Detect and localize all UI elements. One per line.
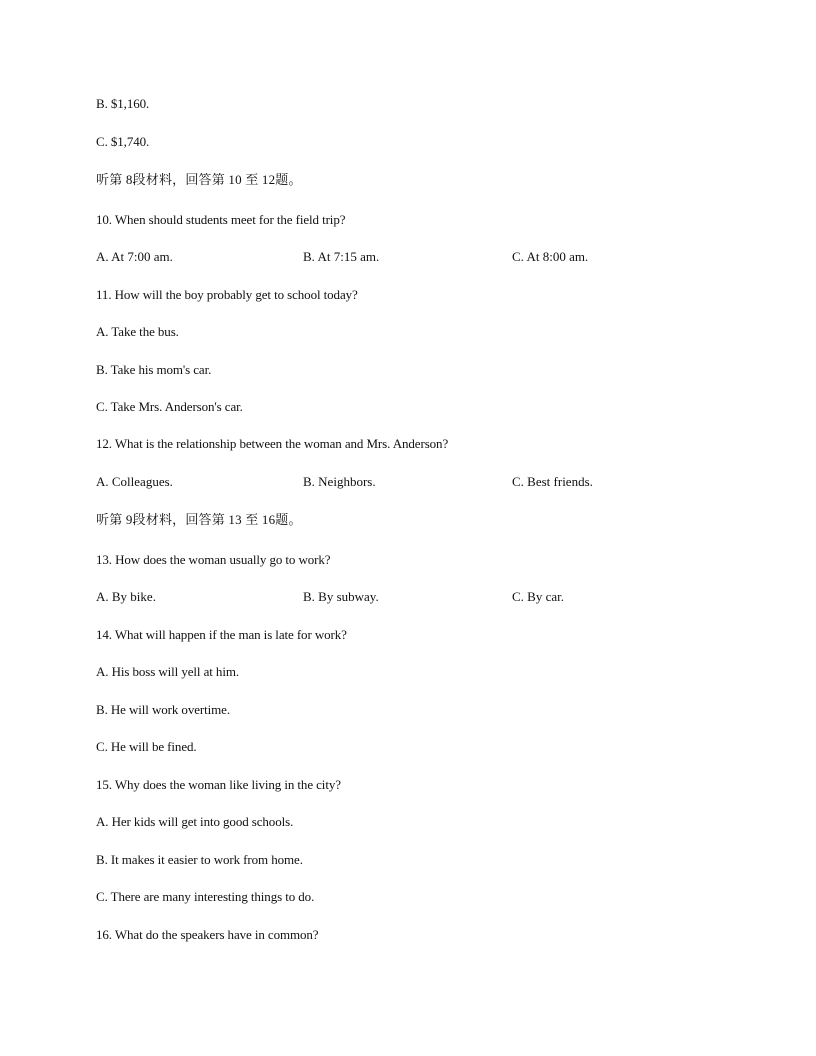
q10-option-c: C. At 8:00 am.	[512, 249, 589, 264]
section-9-instruction: 听第 9段材料，回答第 13 至 16题。	[96, 512, 302, 527]
q15-option-a: A. Her kids will get into good schools.	[96, 814, 294, 829]
q10-option-b: B. At 7:15 am.	[303, 249, 380, 264]
q9-option-c: C. $1,740.	[96, 134, 150, 149]
q12-option-c: C. Best friends.	[512, 474, 593, 489]
question-10-options	[96, 249, 716, 265]
question-14: 14. What will happen if the man is late for work?	[96, 627, 347, 642]
q10-option-a: A. At 7:00 am.	[96, 249, 173, 264]
q15-option-b: B. It makes it easier to work from home.	[96, 852, 303, 867]
question-15: 15. Why does the woman like living in the city?	[96, 777, 341, 792]
question-12: 12. What is the relationship between the woman and Mrs. Anderson?	[96, 436, 449, 451]
q14-option-c: C. He will be fined.	[96, 739, 197, 754]
question-16: 16. What do the speakers have in common?	[96, 927, 319, 942]
question-10: 10. When should students meet for the field trip?	[96, 212, 346, 227]
q11-option-a: A. Take the bus.	[96, 324, 179, 339]
q15-option-c: C. There are many interesting things to do.	[96, 889, 315, 904]
question-12-options	[96, 474, 716, 490]
q11-option-c: C. Take Mrs. Anderson's car.	[96, 399, 243, 414]
q12-option-b: B. Neighbors.	[303, 474, 376, 489]
q14-option-a: A. His boss will yell at him.	[96, 664, 239, 679]
q9-option-b: B. $1,160.	[96, 96, 150, 111]
q11-option-b: B. Take his mom's car.	[96, 362, 212, 377]
section-8-instruction: 听第 8段材料，回答第 10 至 12题。	[96, 172, 302, 187]
question-13-options	[96, 589, 716, 605]
q14-option-b: B. He will work overtime.	[96, 702, 230, 717]
question-13: 13. How does the woman usually go to work?	[96, 552, 331, 567]
q13-option-b: B. By subway.	[303, 589, 379, 604]
question-11: 11. How will the boy probably get to school today?	[96, 287, 358, 302]
q13-option-c: C. By car.	[512, 589, 564, 604]
q13-option-a: A. By bike.	[96, 589, 156, 604]
q12-option-a: A. Colleagues.	[96, 474, 173, 489]
